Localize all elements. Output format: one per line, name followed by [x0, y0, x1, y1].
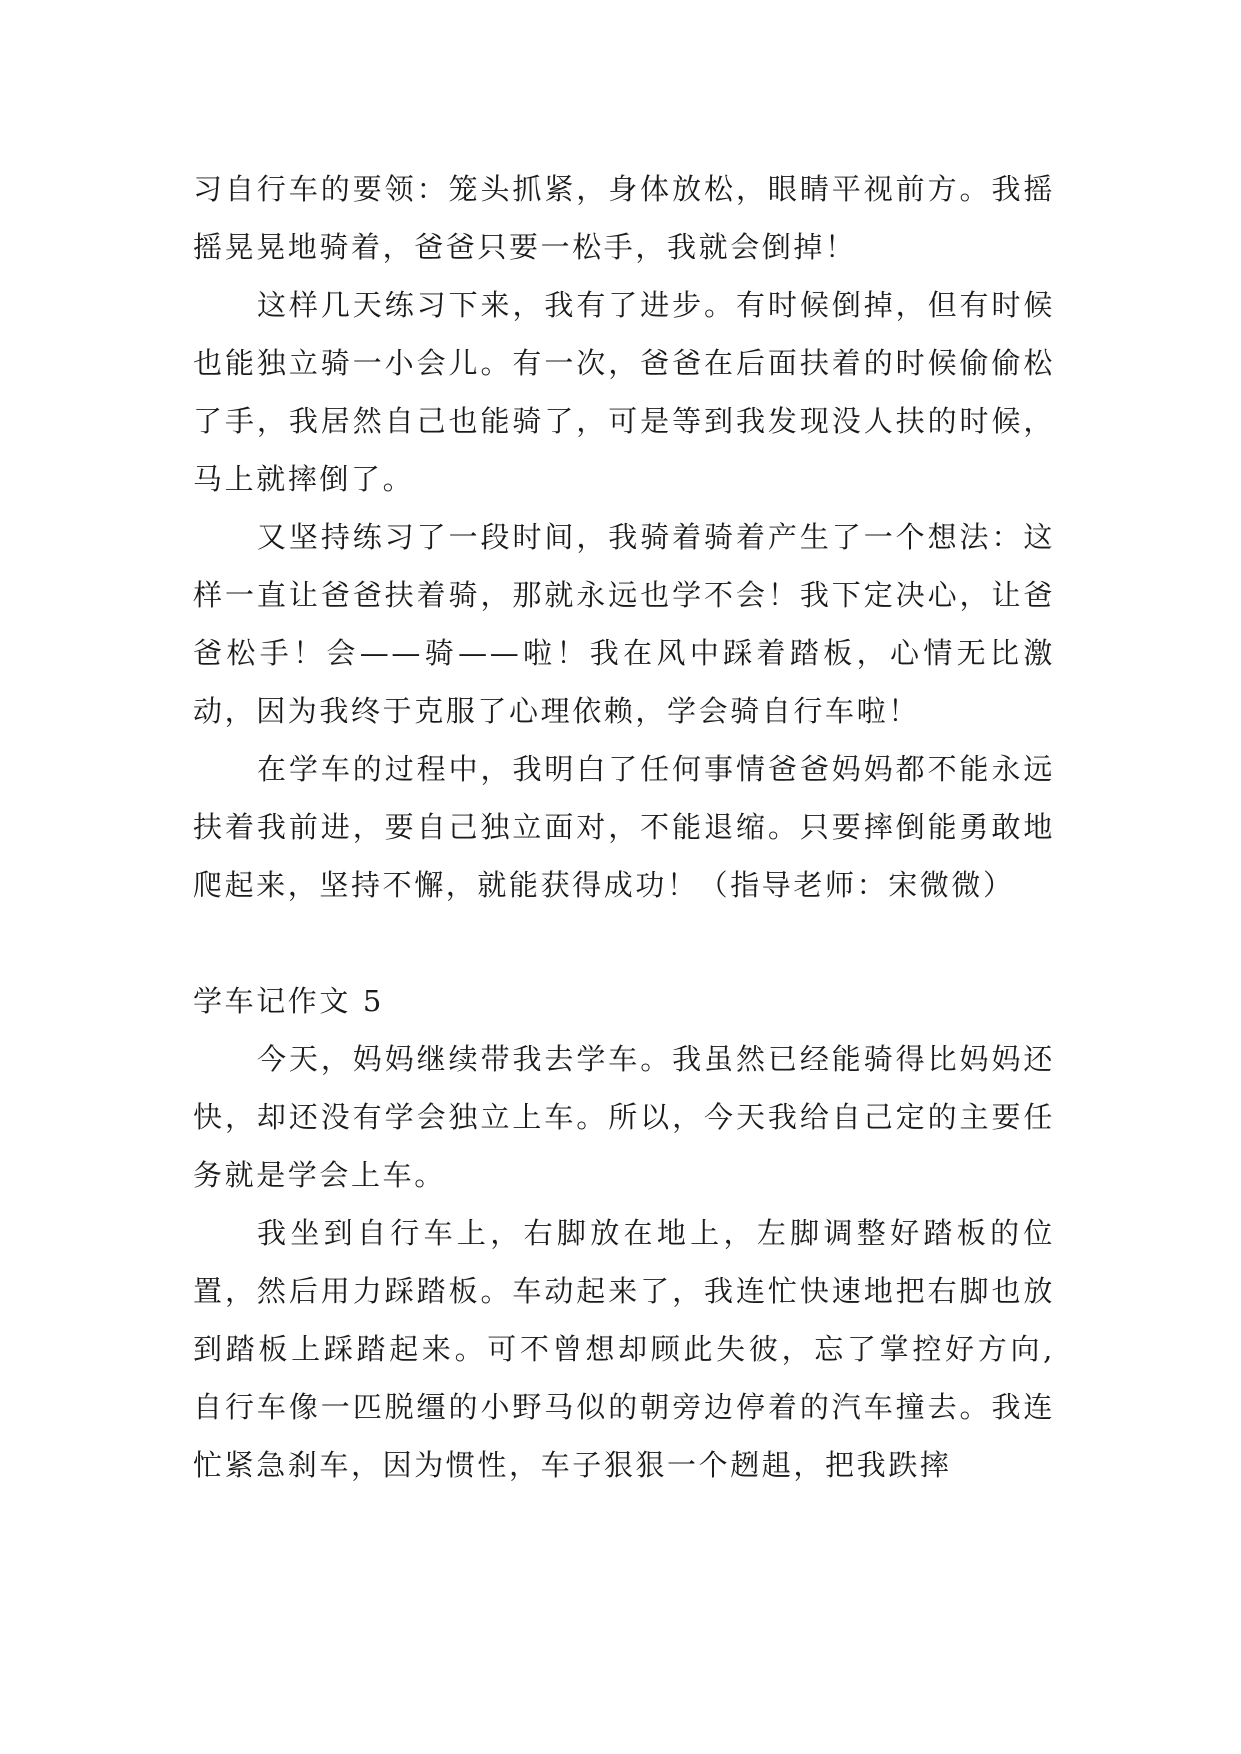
paragraph: 又坚持练习了一段时间，我骑着骑着产生了一个想法：这样一直让爸爸扶着骑，那就永远也学不会！我下定决心，让爸爸松手！会——骑——啦！我在风中踩着踏板，心情无比激动，因为我终于克服了心理依赖，学会骑自行车啦！	[193, 520, 1055, 728]
paragraph: 习自行车的要领：笼头抓紧，身体放松，眼睛平视前方。我摇摇晃晃地骑着，爸爸只要一松手，我就会倒掉！	[193, 172, 1055, 264]
section-title: 学车记作文 5	[193, 984, 384, 1018]
paragraph: 在学车的过程中，我明白了任何事情爸爸妈妈都不能永远扶着我前进，要自己独立面对，不能退缩。只要摔倒能勇敢地爬起来，坚持不懈，就能获得成功！（指导老师：宋微微）	[193, 752, 1055, 902]
paragraph: 这样几天练习下来，我有了进步。有时候倒掉，但有时候也能独立骑一小会儿。有一次，爸爸在后面扶着的时候偷偷松了手，我居然自己也能骑了，可是等到我发现没人扶的时候，马上就摔倒了。	[193, 288, 1055, 496]
document-body	[193, 160, 1055, 1494]
paragraph: 今天，妈妈继续带我去学车。我虽然已经能骑得比妈妈还快，却还没有学会独立上车。所以，今天我给自己定的主要任务就是学会上车。	[193, 1042, 1055, 1192]
paragraph: 我坐到自行车上，右脚放在地上，左脚调整好踏板的位置，然后用力踩踏板。车动起来了，我连忙快速地把右脚也放到踏板上踩踏起来。可不曾想却顾此失彼，忘了掌控好方向,自行车像一匹脱缰的小野马似的朝旁边停着的汽车撞去。我连忙紧急刹车，因为惯性，车子狠狠一个趔趄，把我跌摔	[193, 1216, 1055, 1482]
